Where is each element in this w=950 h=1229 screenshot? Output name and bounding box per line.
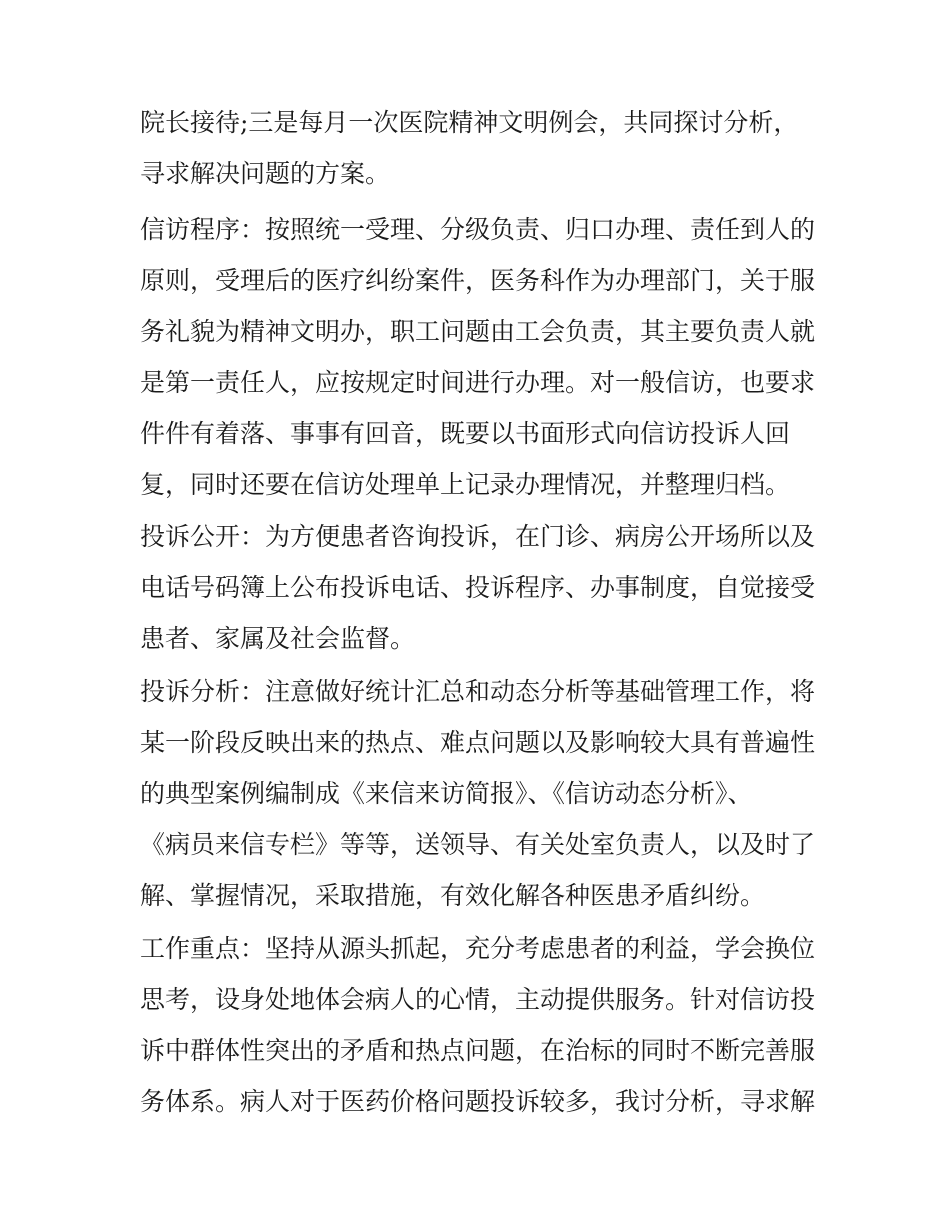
- text-line: 患者、家属及社会监督。: [140, 624, 416, 653]
- text-line: 投诉公开：为方便患者咨询投诉，在门诊、病房公开场所以及: [140, 522, 816, 551]
- text-line: 务体系。病人对于医药价格问题投诉较多，我讨分析，寻求解: [140, 1087, 816, 1116]
- text-line: 某一阶段反映出来的热点、难点问题以及影响较大具有普遍性: [140, 728, 816, 757]
- text-line: 投诉分析：注意做好统计汇总和动态分析等基础管理工作，将: [140, 677, 816, 706]
- text-line: 院长接待;三是每月一次医院精神文明例会，共同探讨分析，: [140, 108, 799, 137]
- text-line: 电话号码簿上公布投诉电话、投诉程序、办事制度，自觉接受: [140, 573, 816, 602]
- text-line: 诉中群体性突出的矛盾和热点问题，在治标的同时不断完善服: [140, 1036, 816, 1065]
- text-line: 信访程序：按照统一受理、分级负责、归口办理、责任到人的: [140, 215, 816, 244]
- text-line: 解、掌握情况，采取措施，有效化解各种医患矛盾纠纷。: [140, 881, 766, 910]
- text-line: 原则，受理后的医疗纠纷案件，医务科作为办理部门，关于服: [140, 266, 816, 295]
- text-line: 的典型案例编制成《来信来访简报》、《信访动态分析》、: [140, 779, 753, 808]
- text-line: 复，同时还要在信访处理单上记录办理情况，并整理归档。: [140, 470, 791, 499]
- text-line: 件件有着落、事事有回音，既要以书面形式向信访投诉人回: [140, 419, 791, 448]
- text-line: 思考，设身处地体会病人的心情，主动提供服务。针对信访投: [140, 985, 816, 1014]
- text-line: 工作重点：坚持从源头抓起，充分考虑患者的利益，学会换位: [140, 934, 816, 963]
- text-line: 寻求解决问题的方案。: [140, 159, 391, 188]
- text-line: 是第一责任人，应按规定时间进行办理。对一般信访，也要求: [140, 368, 816, 397]
- text-line: 《病员来信专栏》等等，送领导、有关处室负责人，以及时了: [140, 830, 816, 859]
- text-line: 务礼貌为精神文明办，职工问题由工会负责，其主要负责人就: [140, 317, 816, 346]
